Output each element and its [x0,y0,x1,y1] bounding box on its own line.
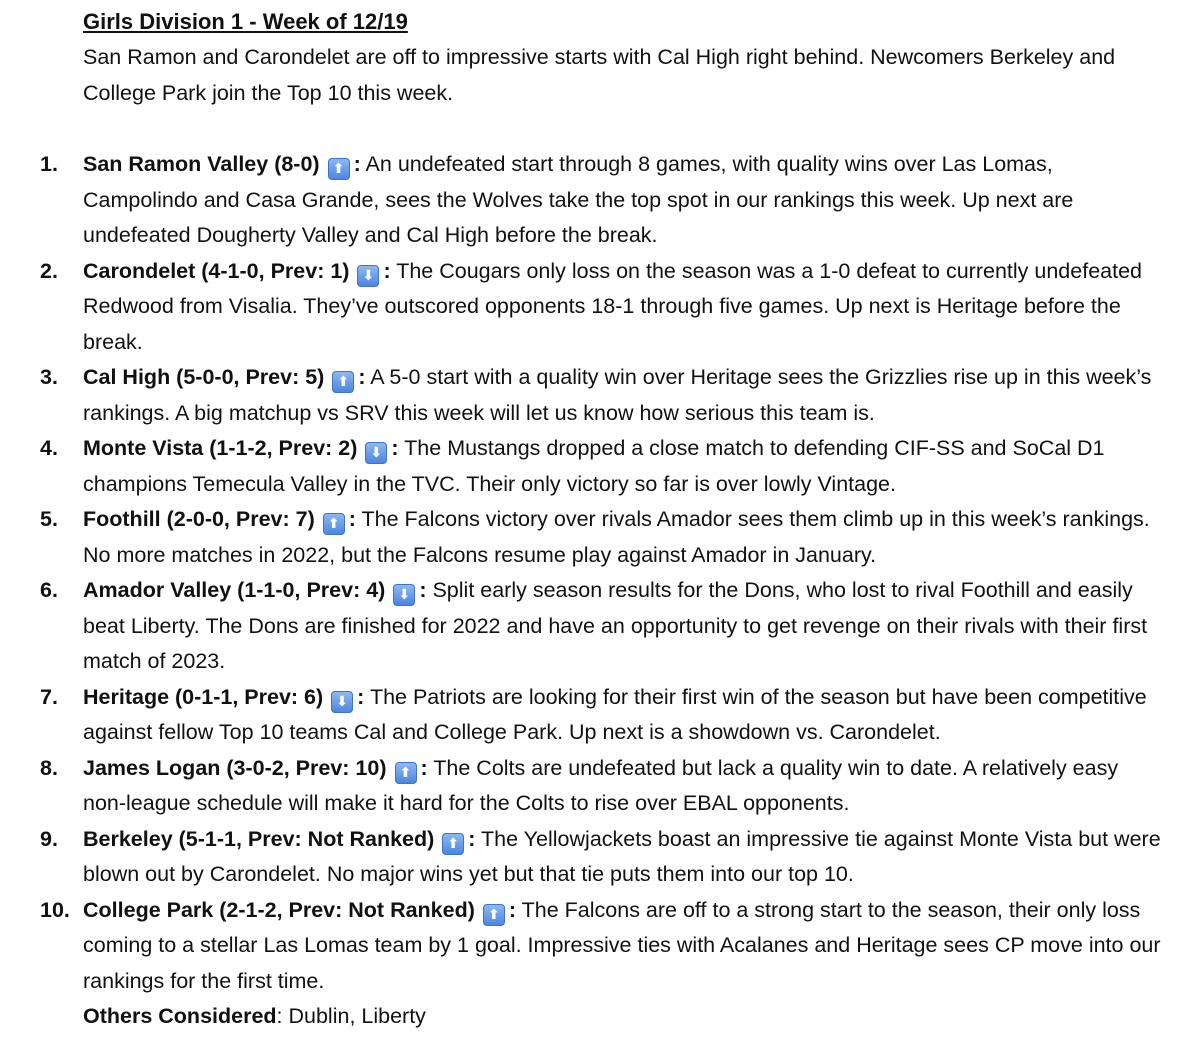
rankings-list [0,147,1200,999]
team-summary: The Yellowjackets boast an impressive tie against Monte Vista but were blown out by Carondelet. No major wins yet but that tie puts them into our top 10. [83,826,1161,886]
down-arrow-icon: ⬇ [331,691,353,713]
up-arrow-icon: ⬆ [442,833,464,855]
list-item [0,893,1163,1000]
rank-number: 2. [40,258,58,283]
others-considered-label: Others Considered [83,1004,277,1028]
team-summary: A 5-0 start with a quality win over Heritage sees the Grizzlies rise up in this week’s rankings. A big matchup vs SRV this week will let us know how serious this team is. [83,365,1152,425]
rank-number: 6. [40,578,58,602]
team-summary: The Mustangs dropped a close match to defending CIF-SS and SoCal D1 champions Temecula Valley in the TVC. Their only victory so far is over lowly Vintage. [83,436,1105,496]
separator-colon: : [420,755,428,780]
document [0,4,1200,1035]
team-name: Monte Vista (1-1-2, Prev: 2) [83,436,358,460]
team-name: Heritage (0-1-1, Prev: 6) [83,684,324,709]
others-considered-value: : Dublin, Liberty [276,1004,426,1028]
team-summary: The Falcons victory over rivals Amador sees them climb up in this week’s rankings. No more matches in 2022, but the Falcons resume play against Amador in January. [83,507,1150,567]
down-arrow-icon: ⬇ [365,442,387,464]
separator-colon: : [357,684,365,709]
team-name: Amador Valley (1-1-0, Prev: 4) [83,578,386,602]
list-item [0,502,1163,573]
list-item [0,431,1163,502]
team-name: James Logan (3-0-2, Prev: 10) [83,755,387,780]
separator-colon: : [348,507,356,531]
team-name: Cal High (5-0-0, Prev: 5) [83,365,325,389]
team-name: College Park (2-1-2, Prev: Not Ranked) [83,897,475,922]
team-summary: The Falcons are off to a strong start to the season, their only loss coming to a stellar Las Lomas team by 1 goal. Impressive ties with Acalanes and Heritage sees CP move into our rankings for the first time. [83,897,1161,993]
page-title: Girls Division 1 - Week of 12/19 [83,9,408,34]
list-item [0,751,1163,822]
separator-colon: : [391,436,399,460]
team-name: Carondelet (4-1-0, Prev: 1) [83,258,350,283]
separator-colon: : [419,578,427,602]
separator-colon: : [383,258,391,283]
list-item [0,680,1163,751]
up-arrow-icon: ⬆ [332,371,354,393]
rank-number: 10. [40,897,70,922]
rank-number: 1. [40,152,58,176]
up-arrow-icon: ⬆ [328,158,350,180]
separator-colon: : [353,152,361,176]
list-item [0,360,1163,431]
team-summary: An undefeated start through 8 games, with quality wins over Las Lomas, Campolindo and Casa Grande, sees the Wolves take the top spot in our rankings this week. Up next are undefeated Dougherty Valley and Cal High before the break. [83,152,1074,247]
down-arrow-icon: ⬇ [357,265,379,287]
separator-colon: : [508,897,517,922]
team-summary: The Colts are undefeated but lack a quality win to date. A relatively easy non-league schedule will make it hard for the Colts to rise over EBAL opponents. [83,755,1119,815]
team-name: San Ramon Valley (8-0) [83,152,320,176]
list-item [0,822,1163,893]
separator-colon: : [468,826,476,851]
list-item [0,573,1163,680]
intro-paragraph: San Ramon and Carondelet are off to impressive starts with Cal High right behind. Newcomers Berkeley and College Park join the Top 10 this week. [83,45,1116,105]
separator-colon: : [358,365,366,389]
rank-number: 4. [40,436,58,460]
team-summary: The Cougars only loss on the season was a 1-0 defeat to currently undefeated Redwood from Visalia. They’ve outscored opponents 18-1 through five games. Up next is Heritage before the break. [83,258,1142,354]
rank-number: 7. [40,684,58,709]
list-item [0,254,1163,361]
rank-number: 9. [40,826,58,851]
rank-number: 5. [40,507,58,531]
others-considered [0,999,1200,1035]
rank-number: 3. [40,365,58,389]
list-item [0,147,1163,254]
team-summary: Split early season results for the Dons, who lost to rival Foothill and easily beat Liberty. The Dons are finished for 2022 and have an opportunity to get revenge on their rivals with their first match of 2023. [83,578,1148,673]
team-summary: The Patriots are looking for their first win of the season but have been competitive against fellow Top 10 teams Cal and College Park. Up next is a showdown vs. Carondelet. [83,684,1147,744]
rank-number: 8. [40,755,58,780]
down-arrow-icon: ⬇ [393,584,415,606]
up-arrow-icon: ⬆ [483,904,505,926]
up-arrow-icon: ⬆ [395,762,417,784]
team-name: Foothill (2-0-0, Prev: 7) [83,507,315,531]
team-name: Berkeley (5-1-1, Prev: Not Ranked) [83,826,435,851]
up-arrow-icon: ⬆ [323,513,345,535]
